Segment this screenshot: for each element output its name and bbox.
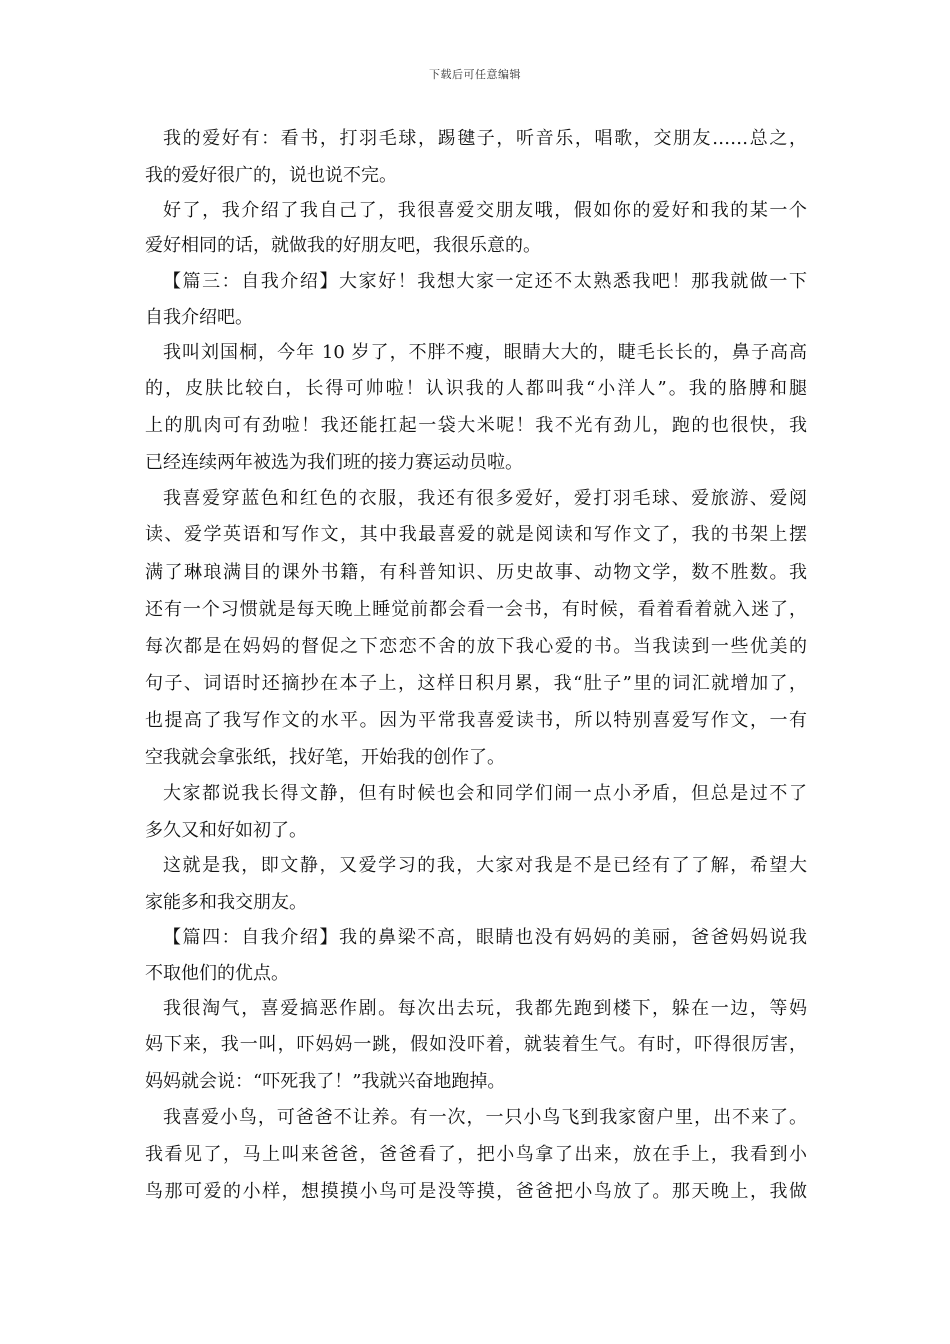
text-line: 满了琳琅满目的课外书籍，有科普知识、历史故事、动物文学，数不胜数。我 bbox=[145, 562, 807, 583]
text-line: 还有一个习惯就是每天晚上睡觉前都会看一会书，有时候，看着看着就入迷了， bbox=[145, 599, 807, 620]
text-line: 自我介绍吧。 bbox=[145, 307, 253, 328]
text-line: 我喜爱小鸟，可爸爸不让养。有一次，一只小鸟飞到我家窗户里，出不来了。 bbox=[163, 1107, 807, 1128]
text-line: 我喜爱穿蓝色和红色的衣服，我还有很多爱好，爱打羽毛球、爱旅游、爱阅 bbox=[163, 488, 807, 509]
text-line: 句子、词语时还摘抄在本子上，这样日积月累，我“肚子”里的词汇就增加了， bbox=[145, 673, 807, 694]
text-line: 空我就会拿张纸，找好笔，开始我的创作了。 bbox=[145, 747, 505, 768]
page-header: 下载后可任意编辑 bbox=[429, 68, 521, 81]
text-line: 我很淘气，喜爱搞恶作剧。每次出去玩，我都先跑到楼下，躲在一边，等妈 bbox=[163, 998, 807, 1019]
text-line: 【篇三：自我介绍】大家好！我想大家一定还不太熟悉我吧！那我就做一下 bbox=[163, 271, 807, 292]
text-line: 我的爱好很广的，说也说不完。 bbox=[145, 165, 397, 186]
text-line: 鸟那可爱的小样，想摸摸小鸟可是没等摸，爸爸把小鸟放了。那天晚上，我做 bbox=[145, 1181, 807, 1202]
text-line: 我看见了，马上叫来爸爸，爸爸看了，把小鸟拿了出来，放在手上，我看到小 bbox=[145, 1144, 807, 1165]
text-line: 的，皮肤比较白，长得可帅啦！认识我的人都叫我“小洋人”。我的胳膊和腿 bbox=[145, 378, 807, 399]
text-line: 【篇四：自我介绍】我的鼻梁不高，眼睛也没有妈妈的美丽，爸爸妈妈说我 bbox=[163, 927, 807, 948]
text-line: 我的爱好有：看书，打羽毛球，踢毽子，听音乐，唱歌，交朋友……总之， bbox=[163, 128, 807, 149]
text-line: 家能多和我交朋友。 bbox=[145, 892, 307, 913]
text-line: 多久又和好如初了。 bbox=[145, 820, 307, 841]
text-line: 不取他们的优点。 bbox=[145, 963, 289, 984]
text-line: 读、爱学英语和写作文，其中我最喜爱的就是阅读和写作文了，我的书架上摆 bbox=[145, 524, 807, 545]
text-line: 上的肌肉可有劲啦！我还能扛起一袋大米呢！我不光有劲儿，跑的也很快，我 bbox=[145, 415, 807, 436]
text-line: 妈妈就会说：“吓死我了！”我就兴奋地跑掉。 bbox=[145, 1071, 506, 1092]
text-line: 好了，我介绍了我自己了，我很喜爱交朋友哦，假如你的爱好和我的某一个 bbox=[163, 200, 807, 221]
text-line: 已经连续两年被选为我们班的接力赛运动员啦。 bbox=[145, 452, 523, 473]
text-line: 也提高了我写作文的水平。因为平常我喜爱读书，所以特别喜爱写作文，一有 bbox=[145, 710, 807, 731]
text-line: 大家都说我长得文静，但有时候也会和同学们闹一点小矛盾，但总是过不了 bbox=[163, 783, 807, 804]
text-line: 爱好相同的话，就做我的好朋友吧，我很乐意的。 bbox=[145, 235, 541, 256]
text-line: 这就是我，即文静，又爱学习的我，大家对我是不是已经有了了解，希望大 bbox=[163, 855, 807, 876]
text-line: 我叫刘国桐，今年 10 岁了，不胖不瘦，眼睛大大的，睫毛长长的，鼻子高高 bbox=[163, 342, 807, 363]
text-line: 每次都是在妈妈的督促之下恋恋不舍的放下我心爱的书。当我读到一些优美的 bbox=[145, 636, 807, 657]
text-line: 妈下来，我一叫，吓妈妈一跳，假如没吓着，就装着生气。有时，吓得很厉害， bbox=[145, 1034, 807, 1055]
